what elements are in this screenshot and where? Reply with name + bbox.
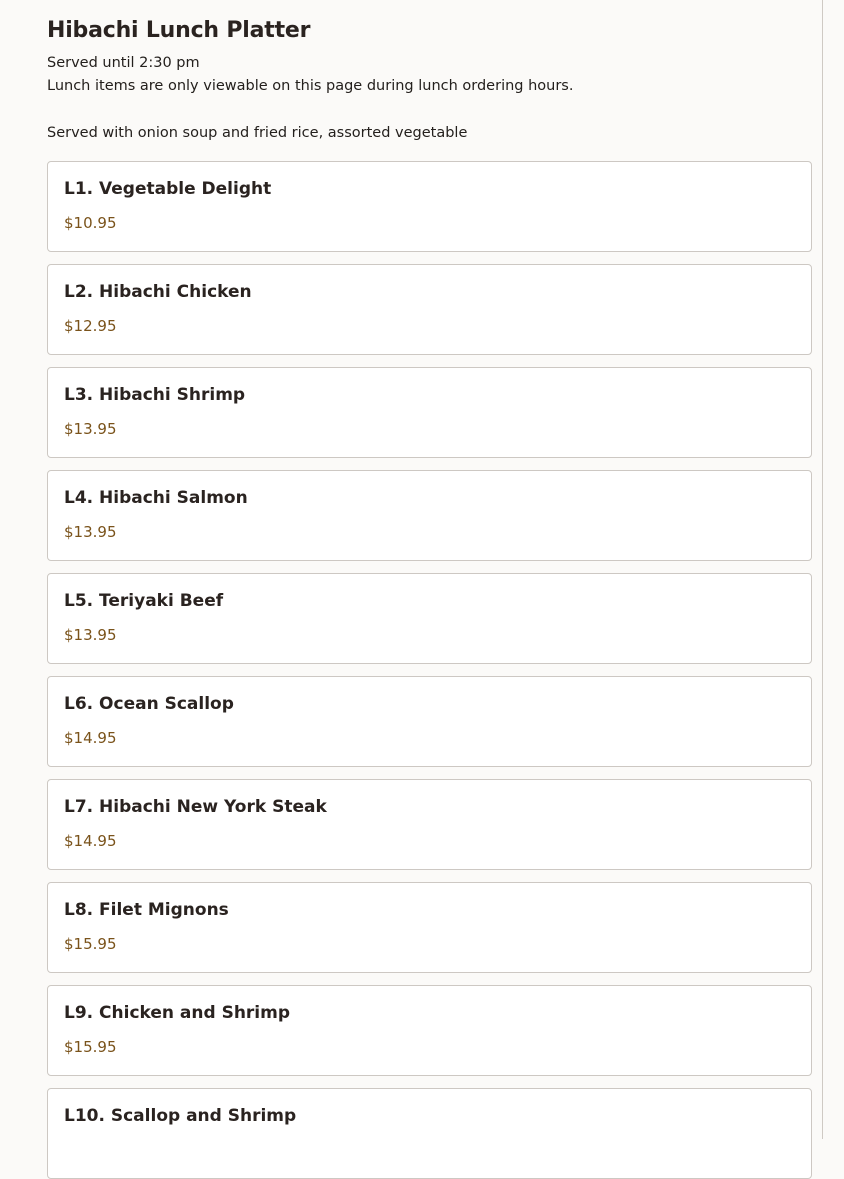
menu-item-card[interactable] <box>47 573 812 664</box>
menu-item-name: L3. Hibachi Shrimp <box>64 385 246 405</box>
menu-item-card[interactable] <box>47 470 812 561</box>
menu-item-card[interactable] <box>47 1088 812 1179</box>
menu-item-card[interactable] <box>47 367 812 458</box>
right-divider <box>822 0 823 1139</box>
served-until-text: Served until 2:30 pm <box>47 55 200 71</box>
menu-item-card[interactable] <box>47 779 812 870</box>
menu-item-card[interactable] <box>47 985 812 1076</box>
section-title: Hibachi Lunch Platter <box>47 18 311 43</box>
menu-item-card[interactable] <box>47 161 812 252</box>
menu-item-name: L5. Teriyaki Beef <box>64 591 224 611</box>
section-description: Served with onion soup and fried rice, assorted vegetable <box>47 125 468 141</box>
menu-item-price: $13.95 <box>64 420 117 438</box>
menu-item-name: L9. Chicken and Shrimp <box>64 1003 291 1023</box>
menu-item-name: L8. Filet Mignons <box>64 900 229 920</box>
menu-item-card[interactable] <box>47 676 812 767</box>
menu-item-price: $14.95 <box>64 832 117 850</box>
menu-item-price: $15.95 <box>64 1038 117 1056</box>
menu-item-card[interactable] <box>47 264 812 355</box>
menu-item-name: L6. Ocean Scallop <box>64 694 234 714</box>
menu-item-name: L2. Hibachi Chicken <box>64 282 252 302</box>
menu-item-name: L4. Hibachi Salmon <box>64 488 248 508</box>
menu-item-price: $14.95 <box>64 729 117 747</box>
menu-section <box>47 0 812 1179</box>
menu-item-price: $13.95 <box>64 523 117 541</box>
menu-item-price: $15.95 <box>64 935 117 953</box>
lunch-availability-note: Lunch items are only viewable on this page during lunch ordering hours. <box>47 78 574 94</box>
menu-item-price: $12.95 <box>64 317 117 335</box>
menu-item-name: L10. Scallop and Shrimp <box>64 1106 297 1126</box>
menu-item-price: $10.95 <box>64 214 117 232</box>
menu-item-price <box>64 1127 795 1140</box>
menu-item-card[interactable] <box>47 882 812 973</box>
menu-item-name: L1. Vegetable Delight <box>64 179 272 199</box>
menu-item-name: L7. Hibachi New York Steak <box>64 797 327 817</box>
menu-item-list <box>47 161 812 1179</box>
menu-item-price: $13.95 <box>64 626 117 644</box>
